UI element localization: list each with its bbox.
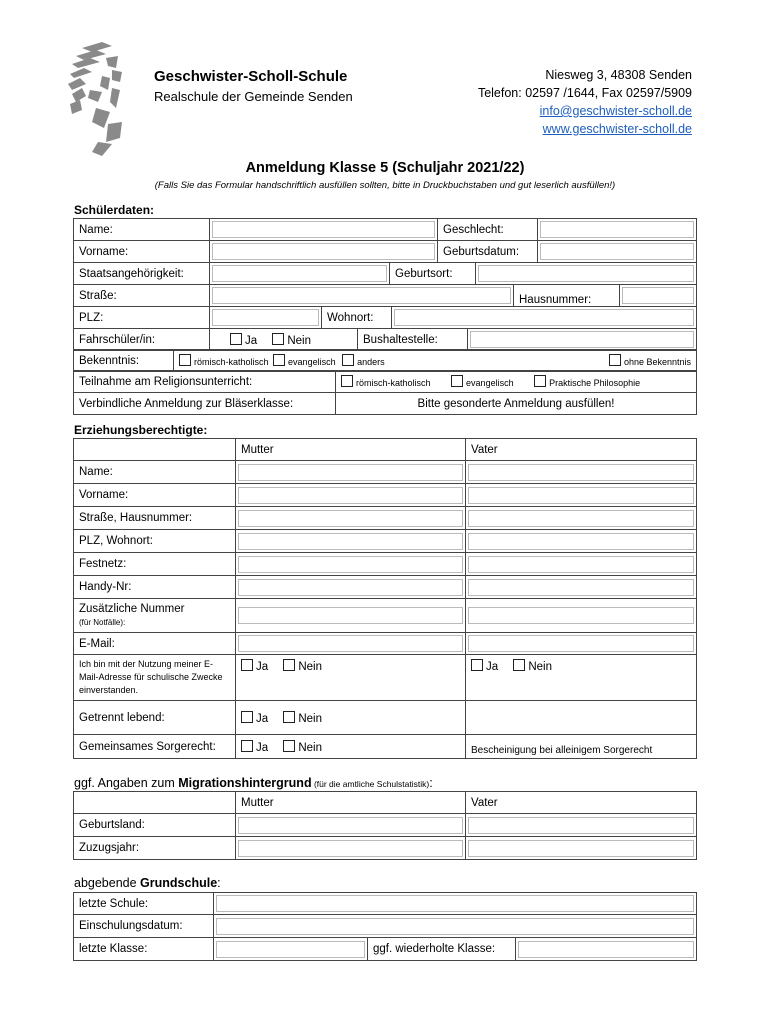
student-birthdate-field[interactable] xyxy=(538,241,697,263)
conf-other[interactable] xyxy=(342,354,385,367)
no-label: Nein xyxy=(298,741,323,754)
checkbox[interactable] xyxy=(241,711,253,723)
custody-yes[interactable] xyxy=(241,740,268,754)
student-brass xyxy=(73,392,697,415)
checkbox[interactable] xyxy=(283,659,295,671)
student-housenumber-field[interactable] xyxy=(620,285,697,307)
label-parent-street: Straße, Hausnummer: xyxy=(74,507,236,530)
yes-label: Ja xyxy=(256,741,269,754)
mother-email-field[interactable] xyxy=(236,633,466,655)
label-zip: PLZ: xyxy=(74,307,210,329)
conf-none[interactable] xyxy=(609,354,691,367)
yes-label: Ja xyxy=(486,661,499,673)
label-parent-email: E-Mail: xyxy=(74,633,236,655)
checkbox[interactable] xyxy=(471,659,483,671)
label-birth-country: Geburtsland: xyxy=(74,814,236,837)
migration-heading-bold: Migrationshintergrund xyxy=(178,776,312,790)
school-address: Niesweg 3, 48308 Senden xyxy=(545,68,692,82)
father-consent-no[interactable] xyxy=(513,659,552,673)
father-email-field[interactable] xyxy=(466,633,697,655)
separated-yes[interactable] xyxy=(241,711,268,725)
mother-mobile-field[interactable] xyxy=(236,576,466,599)
separated-empty xyxy=(466,701,697,735)
empty-cell xyxy=(74,792,236,814)
commuter-yes[interactable] xyxy=(230,333,257,347)
col-father: Vater xyxy=(466,792,697,814)
school-name: Geschwister-Scholl-Schule xyxy=(154,68,348,85)
student-busstop-field[interactable] xyxy=(468,329,697,351)
label-arrival-year: Zuzugsjahr: xyxy=(74,837,236,860)
label-housenumber: Hausnummer: xyxy=(514,285,620,307)
commuter-no[interactable] xyxy=(272,333,311,347)
option-label: ohne Bekenntnis xyxy=(623,357,691,367)
option-label: römisch-katholisch xyxy=(194,357,269,367)
conf-ev[interactable] xyxy=(273,354,336,367)
label-parent-mobile: Handy-Nr: xyxy=(74,576,236,599)
option-label: anders xyxy=(357,357,385,367)
school-contact xyxy=(478,66,692,138)
confession-options xyxy=(174,350,697,372)
label-parent-name: Name: xyxy=(74,461,236,484)
checkbox[interactable] xyxy=(609,354,621,366)
checkbox[interactable] xyxy=(272,333,284,345)
school-logo xyxy=(62,38,152,158)
school-email-link[interactable]: info@geschwister-scholl.de xyxy=(539,104,692,118)
father-consent-options xyxy=(466,655,697,701)
rel-philo[interactable] xyxy=(534,375,640,388)
student-religion xyxy=(73,370,697,393)
father-zipcity-field[interactable] xyxy=(466,530,697,553)
label-last-class: letzte Klasse: xyxy=(74,938,214,961)
parents-table xyxy=(73,438,697,759)
migration-table xyxy=(73,791,697,860)
no-label: Nein xyxy=(528,661,553,673)
custody-note: Bescheinigung bei alleinigem Sorgerecht xyxy=(466,735,697,759)
mother-landline-field[interactable] xyxy=(236,553,466,576)
parents-section-heading: Erziehungsberechtigte: xyxy=(74,423,208,437)
mother-consent-options xyxy=(236,655,466,701)
label-birthplace: Geburtsort: xyxy=(390,263,476,285)
checkbox[interactable] xyxy=(451,375,463,387)
primary-heading-pre: abgebende xyxy=(74,876,141,890)
mother-extra-field[interactable] xyxy=(236,599,466,633)
label-confession: Bekenntnis: xyxy=(74,350,174,372)
student-city-field[interactable] xyxy=(392,307,697,329)
primary-table xyxy=(73,892,697,938)
repeated-class-field[interactable] xyxy=(516,938,697,961)
yes-label: Ja xyxy=(245,334,258,347)
label-firstname: Vorname: xyxy=(74,241,210,263)
student-street-field[interactable] xyxy=(210,285,514,307)
mother-street-field[interactable] xyxy=(236,507,466,530)
primary-table-2 xyxy=(73,937,697,961)
label-birthdate: Geburtsdatum: xyxy=(438,241,538,263)
extra-number-label: Zusätzliche Nummer xyxy=(79,602,185,615)
mother-country-field[interactable] xyxy=(236,814,466,837)
commuter-options xyxy=(210,329,358,351)
student-table-3 xyxy=(73,284,697,307)
school-subtitle: Realschule der Gemeinde Senden xyxy=(154,89,353,104)
primary-heading-post: : xyxy=(217,876,221,890)
school-phone: Telefon: 02597 /1644, Fax 02597/5909 xyxy=(477,86,692,100)
student-birthplace-field[interactable] xyxy=(476,263,697,285)
label-parent-landline: Festnetz: xyxy=(74,553,236,576)
label-city: Wohnort: xyxy=(322,307,392,329)
label-email-consent: Ich bin mit der Nutzung meiner E-Mail-Adresse für schulische Zwecke einverstanden. xyxy=(74,655,236,701)
mother-firstname-field[interactable] xyxy=(236,484,466,507)
student-table-4 xyxy=(73,306,697,329)
mother-zipcity-field[interactable] xyxy=(236,530,466,553)
father-mobile-field[interactable] xyxy=(466,576,697,599)
label-last-school: letzte Schule: xyxy=(74,893,214,915)
migration-heading xyxy=(74,776,433,790)
primary-heading xyxy=(74,876,221,890)
student-table xyxy=(73,218,697,263)
checkbox[interactable] xyxy=(241,740,253,752)
label-separated: Getrennt lebend: xyxy=(74,701,236,735)
form-instructions: (Falls Sie das Formular handschriftlich ausfüllen sollten, bitte in Druckbuchstaben und gut leserlich ausfüllen!) xyxy=(154,180,616,191)
mother-consent-no[interactable] xyxy=(283,659,322,673)
father-year-field[interactable] xyxy=(466,837,697,860)
col-father: Vater xyxy=(466,439,697,461)
label-custody: Gemeinsames Sorgerecht: xyxy=(74,735,236,759)
mother-year-field[interactable] xyxy=(236,837,466,860)
no-label: Nein xyxy=(298,712,323,725)
no-label: Nein xyxy=(287,334,312,347)
checkbox[interactable] xyxy=(283,711,295,723)
father-extra-field[interactable] xyxy=(466,599,697,633)
father-landline-field[interactable] xyxy=(466,553,697,576)
label-busstop: Bushaltestelle: xyxy=(358,329,468,351)
checkbox[interactable] xyxy=(179,354,191,366)
father-name-field[interactable] xyxy=(466,461,697,484)
father-consent-yes[interactable] xyxy=(471,659,498,673)
father-firstname-field[interactable] xyxy=(466,484,697,507)
last-class-field[interactable] xyxy=(214,938,368,961)
enrol-date-field[interactable] xyxy=(214,915,697,938)
label-repeated-class: ggf. wiederholte Klasse: xyxy=(368,938,516,961)
conf-rk[interactable] xyxy=(179,354,269,367)
checkbox[interactable] xyxy=(283,740,295,752)
checkbox[interactable] xyxy=(513,659,525,671)
custody-options xyxy=(236,735,466,759)
mother-consent-yes[interactable] xyxy=(241,659,268,673)
custody-no[interactable] xyxy=(283,740,322,754)
label-parent-firstname: Vorname: xyxy=(74,484,236,507)
label-parent-zipcity: PLZ, Wohnort: xyxy=(74,530,236,553)
rel-ev[interactable] xyxy=(451,375,514,388)
father-country-field[interactable] xyxy=(466,814,697,837)
yes-label: Ja xyxy=(256,661,269,673)
migration-heading-post: : xyxy=(429,776,433,790)
form-title: Anmeldung Klasse 5 (Schuljahr 2021/22) xyxy=(245,160,525,176)
yes-label: Ja xyxy=(256,712,269,725)
student-gender-field[interactable] xyxy=(538,219,697,241)
col-mother: Mutter xyxy=(236,439,466,461)
label-parent-extra xyxy=(74,599,236,633)
col-mother: Mutter xyxy=(236,792,466,814)
extra-number-note: (für Notfälle): xyxy=(79,617,126,627)
student-confession xyxy=(73,349,697,372)
label-nationality: Staatsangehörigkeit: xyxy=(74,263,210,285)
mother-name-field[interactable] xyxy=(236,461,466,484)
empty-cell xyxy=(74,439,236,461)
student-section-heading: Schülerdaten: xyxy=(74,203,155,217)
separated-no[interactable] xyxy=(283,711,322,725)
checkbox[interactable] xyxy=(534,375,546,387)
option-label: evangelisch xyxy=(288,357,336,367)
brass-note: Bitte gesonderte Anmeldung ausfüllen! xyxy=(336,393,697,415)
father-street-field[interactable] xyxy=(466,507,697,530)
checkbox[interactable] xyxy=(341,375,353,387)
label-enrol-date: Einschulungsdatum: xyxy=(74,915,214,938)
separated-options xyxy=(236,701,466,735)
rel-rk[interactable] xyxy=(341,375,431,388)
label-commuter: Fahrschüler/in: xyxy=(74,329,210,351)
school-web-link[interactable]: www.geschwister-scholl.de xyxy=(542,122,692,136)
student-table-5 xyxy=(73,328,697,351)
student-firstname-field[interactable] xyxy=(210,241,438,263)
checkbox[interactable] xyxy=(273,354,285,366)
label-name: Name: xyxy=(74,219,210,241)
checkbox[interactable] xyxy=(230,333,242,345)
label-gender: Geschlecht: xyxy=(438,219,538,241)
student-zip-field[interactable] xyxy=(210,307,322,329)
option-label: römisch-katholisch xyxy=(356,378,431,388)
label-brass: Verbindliche Anmeldung zur Bläserklasse: xyxy=(74,393,336,415)
student-table-2 xyxy=(73,262,697,285)
migration-heading-pre: ggf. Angaben zum xyxy=(74,776,179,790)
no-label: Nein xyxy=(298,661,323,673)
checkbox[interactable] xyxy=(241,659,253,671)
option-label: evangelisch xyxy=(466,378,514,388)
label-religion: Teilnahme am Religionsunterricht: xyxy=(74,371,336,393)
student-name-field[interactable] xyxy=(210,219,438,241)
primary-heading-bold: Grundschule xyxy=(140,876,218,890)
migration-heading-note: (für die amtliche Schulstatistik) xyxy=(311,779,430,789)
label-street: Straße: xyxy=(74,285,210,307)
option-label: Praktische Philosophie xyxy=(549,378,641,388)
last-school-field[interactable] xyxy=(214,893,697,915)
religion-options xyxy=(336,371,697,393)
student-nationality-field[interactable] xyxy=(210,263,390,285)
checkbox[interactable] xyxy=(342,354,354,366)
